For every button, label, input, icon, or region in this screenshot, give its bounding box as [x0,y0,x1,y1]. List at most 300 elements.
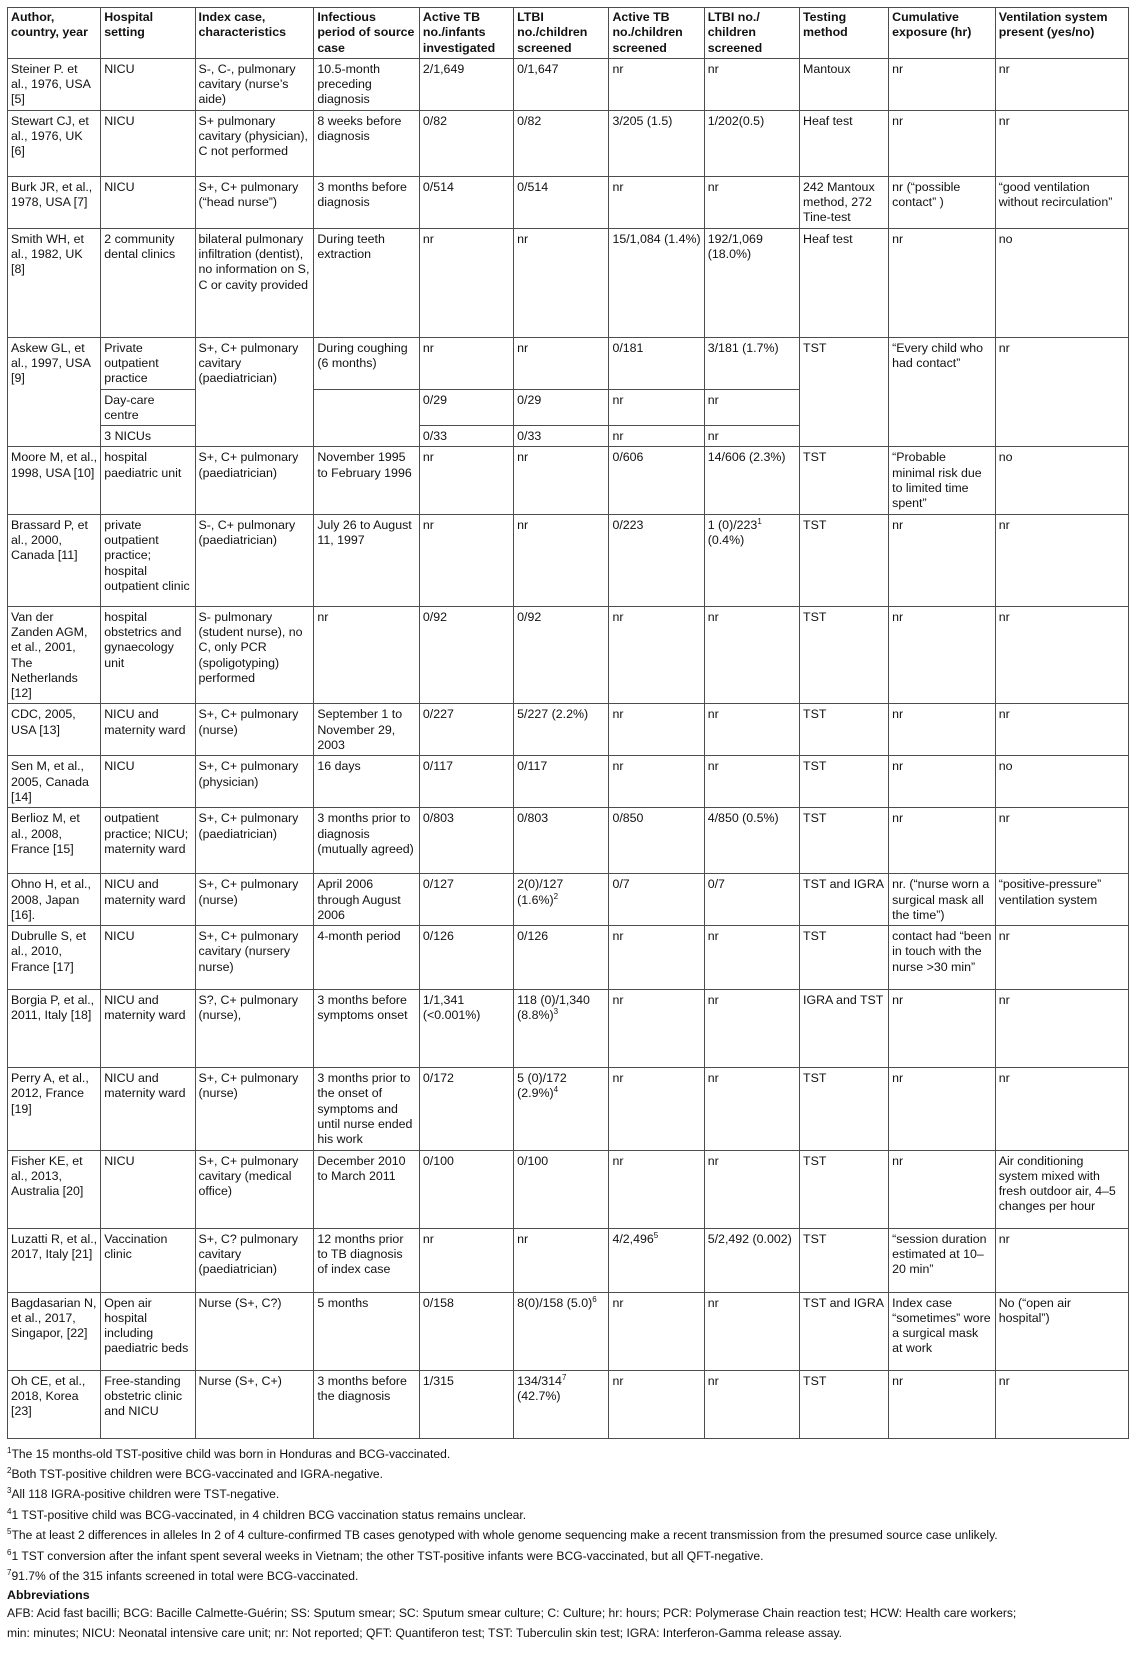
cell-period: 10.5-month preceding diagnosis [314,58,420,110]
cell-ltbi-1: 0/33 [514,426,609,447]
table-row [8,1228,1129,1292]
cell-ltbi-1-value: 5/227 (2.2%) [517,707,589,722]
cell-author [8,704,101,756]
cell-active-tb-children: nr [609,176,704,228]
cell-method [800,704,889,756]
cell-period [314,756,420,808]
cell-setting-value: NICU and maternity ward [104,993,186,1023]
cell-exposure [889,1292,996,1370]
cell-author-value: Bagdasarian N, et al., 2017, Singapor, [22] [11,1295,97,1341]
cell-exposure: “Probable minimal risk due to limited time spent” [889,447,996,514]
cell-author [8,926,101,990]
cell-exposure [889,1228,996,1292]
cell-period-value: September 1 to November 29, 2003 [317,707,403,753]
cell-ventilation-value: No (“open air hospital”) [998,1295,1072,1325]
cell-index: bilateral pulmonary infiltration (dentist), no information on S, C or cavity provided [195,228,314,337]
cell-period-value: 3 months before the diagnosis [317,1373,407,1403]
cell-ltbi-2-value: nr [707,1153,719,1168]
cell-period: 8 weeks before diagnosis [314,110,420,176]
cell-ltbi-1 [514,704,609,756]
cell-setting [101,926,195,990]
cell-setting-value: NICU and maternity ward [104,707,186,737]
cell-index-value: S+, C+ pulmonary (nurse) [198,1071,299,1101]
cell-exposure-value: nr. (“nurse worn a surgical mask all the time”) [892,877,990,922]
cell-author [8,990,101,1068]
cell-index: S+, C+ pulmonary cavitary (paediatrician) [195,337,314,447]
cell-exposure-value: nr [892,707,904,722]
cell-period-value: 3 months prior to diagnosis (mutually agreed) [317,811,414,856]
col-header-active-tb-children: Active TB no./children screened [609,8,704,59]
cell-exposure: nr [889,228,996,337]
col-header-index-case: Index case, characteristics [195,8,314,59]
cell-exposure [889,990,996,1068]
cell-setting: NICU [101,176,195,228]
cell-ventilation: “good ventilation without recirculation” [995,176,1128,228]
table-row [8,1292,1129,1370]
footnote-number: 1 [7,1445,12,1455]
cell-index: S+, C+ pulmonary (paediatrician) [195,447,314,514]
cell-period [314,926,420,990]
cell-method [800,990,889,1068]
cell-author [8,808,101,874]
cell-setting-value: Open air hospital including paediatric beds [104,1295,189,1356]
cell-exposure [889,1068,996,1150]
cell-author: Burk JR, et al., 1978, USA [7] [8,176,101,228]
table-row [8,228,1129,337]
cell-ltbi-1: nr [514,447,609,514]
cell-ltbi-2-value: nr [707,1071,719,1086]
cell-ltbi-2 [704,1228,799,1292]
cell-active-tb-infants: nr [419,514,513,606]
cell-method [800,1228,889,1292]
footnote [7,1525,1129,1545]
cell-index [195,1150,314,1228]
cell-ventilation-value: nr [998,609,1010,624]
cell-exposure-value: nr [892,609,904,624]
footnotes [7,1444,1129,1587]
cell-ltbi-2-value: nr [707,1373,719,1388]
cell-ltbi-1-value: 8(0)/158 (5.0) [517,1295,593,1310]
footnote-ref: 7 [561,1372,567,1382]
cell-ltbi-1 [514,874,609,926]
cell-active-tb-infants-value: 1/1,341 (<0.001%) [422,993,481,1023]
cell-method-value: TST [803,609,827,624]
cell-ventilation: nr [995,337,1128,447]
cell-setting: Private outpatient practice [101,337,195,389]
cell-setting: Day-care centre [101,389,195,426]
cell-author [8,1370,101,1438]
cell-active-tb-infants [419,990,513,1068]
cell-exposure-value: nr [892,1373,904,1388]
cell-index [195,606,314,704]
footnote-number: 7 [7,1567,12,1577]
cell-method: Heaf test [800,228,889,337]
footnote-ref: 1 [757,516,762,526]
cell-ltbi-1-pct: (42.7%) [517,1388,561,1403]
cell-ventilation-value: nr [998,1373,1010,1388]
cell-setting: hospital paediatric unit [101,447,195,514]
cell-active-tb-infants: 0/29 [419,389,513,426]
cell-author: Askew GL, et al., 1997, USA [9] [8,337,101,447]
col-header-setting: Hospital setting [101,8,195,59]
cell-index-value: S+, C+ pulmonary (paediatrician) [198,811,299,841]
footnote-text: All 118 IGRA-positive children were TST-negative. [11,1487,280,1502]
cell-active-tb-children [609,756,704,808]
cell-active-tb-children: nr [609,389,704,426]
cell-method-value: TST [803,1153,827,1168]
cell-ltbi-2-value: 0/7 [707,877,725,892]
table-row [8,606,1129,704]
cell-ltbi-1 [514,1370,609,1438]
cell-active-tb-children-value: nr [612,609,624,624]
cell-active-tb-infants-value: 0/92 [422,609,448,624]
table-row [8,1370,1129,1438]
cell-method [800,1150,889,1228]
cell-active-tb-infants: nr [419,447,513,514]
cell-index-value: S+, C+ pulmonary cavitary (medical office) [198,1153,299,1199]
cell-active-tb-children-value: nr [612,1153,624,1168]
col-header-ltbi-children-1: LTBI no./children screened [514,8,609,59]
cell-index-value: Nurse (S+, C+) [198,1373,282,1388]
table-row [8,1150,1129,1228]
cell-active-tb-children [609,874,704,926]
cell-ltbi-1-value: 2(0)/127 (1.6%) [517,877,564,907]
cell-ltbi-2-value: 5/2,492 (0.002) [707,1231,792,1246]
cell-active-tb-infants [419,1068,513,1150]
cell-ventilation-value: no [998,759,1013,774]
footnote-ref: 6 [592,1294,597,1304]
cell-setting [101,1228,195,1292]
cell-setting-value: NICU and maternity ward [104,1071,186,1101]
cell-method-value: TST [803,811,827,826]
cell-index-value: S+, C+ pulmonary (physician) [198,759,299,789]
cell-period-value: December 2010 to March 2011 [317,1153,406,1183]
cell-method: TST [800,447,889,514]
cell-setting: private outpatient practice; hospital outpatient clinic [101,514,195,606]
cell-setting: 2 community dental clinics [101,228,195,337]
cell-author-value: Oh CE, et al., 2018, Korea [23] [11,1373,86,1419]
cell-active-tb-infants [419,1228,513,1292]
footnote-number: 4 [7,1506,12,1516]
cell-ventilation [995,606,1128,704]
cell-method [800,874,889,926]
cell-ltbi-2 [704,1292,799,1370]
cell-method [800,606,889,704]
cell-method [800,1068,889,1150]
cell-active-tb-children [609,1228,704,1292]
cell-method [800,756,889,808]
cell-ltbi-2-value: 4/850 (0.5%) [707,811,779,826]
cell-author: Brassard P, et al., 2000, Canada [11] [8,514,101,606]
cell-period: November 1995 to February 1996 [314,447,420,514]
cell-ltbi-2-value: nr [707,759,719,774]
cell-ltbi-2: nr [704,389,799,426]
cell-index [195,1228,314,1292]
cell-index: S-, C-, pulmonary cavitary (nurse’s aide) [195,58,314,110]
cell-setting [101,1370,195,1438]
cell-index [195,756,314,808]
cell-method-value: TST [803,1071,827,1086]
cell-method-value: TST [803,1373,827,1388]
footnote [7,1444,1129,1464]
footnote [7,1546,1129,1566]
cell-active-tb-children-value: 0/850 [612,811,644,826]
cell-ventilation-value: nr [998,1231,1010,1246]
cell-author: Moore M, et al., 1998, USA [10] [8,447,101,514]
cell-ltbi-1: 0/29 [514,389,609,426]
cell-method [800,926,889,990]
col-header-infectious-period: Infectious period of source case [314,8,420,59]
footnote-ref: 3 [553,1007,559,1017]
footnote [7,1464,1129,1484]
cell-active-tb-children-value: nr [612,1295,624,1310]
cell-exposure-value: Index case “sometimes” wore a surgical mask at work [892,1295,991,1356]
cell-active-tb-children [609,1292,704,1370]
cell-active-tb-infants: 0/514 [419,176,513,228]
cell-setting-value: NICU [104,759,135,774]
cell-active-tb-children-value: nr [612,759,624,774]
cell-exposure-value: nr [892,1071,904,1086]
footnote-ref: 4 [553,1085,559,1095]
cell-active-tb-infants-value: 0/803 [422,811,454,826]
cell-ltbi-2: nr [704,176,799,228]
cell-ventilation-value: nr [998,707,1010,722]
cell-active-tb-infants-value: 0/127 [422,877,454,892]
cell-active-tb-infants [419,606,513,704]
footnote-number: 3 [7,1486,12,1496]
cell-period-value: nr [317,609,329,624]
cell-active-tb-infants-value: 0/172 [422,1071,454,1086]
cell-active-tb-children: 0/181 [609,337,704,389]
cell-ltbi-2 [704,808,799,874]
cell-exposure [889,756,996,808]
cell-ltbi-1 [514,606,609,704]
cell-active-tb-infants-value: 1/315 [422,1373,454,1388]
abbreviations-text [7,1604,1129,1643]
cell-setting [101,704,195,756]
cell-index [195,808,314,874]
cell-author-value: Berlioz M, et al., 2008, France [15] [11,811,80,856]
cell-ltbi-2 [704,1370,799,1438]
col-header-author: Author, country, year [8,8,101,59]
cell-active-tb-children [609,926,704,990]
cell-ltbi-1-value: 0/117 [517,759,548,774]
footnote [7,1566,1129,1586]
cell-active-tb-children-value: nr [612,993,624,1008]
cell-setting [101,874,195,926]
footnote [7,1505,1129,1525]
cell-index [195,704,314,756]
col-header-ventilation: Ventilation system present (yes/no) [995,8,1128,59]
footnote-number: 5 [7,1527,12,1537]
cell-method-value: TST [803,759,827,774]
cell-exposure [889,1370,996,1438]
cell-author-value: Sen M, et al., 2005, Canada [14] [11,759,89,804]
cell-ltbi-2: 3/181 (1.7%) [704,337,799,389]
cell-ltbi-1 [514,756,609,808]
cell-ltbi-1: 0/514 [514,176,609,228]
table-row [8,874,1129,926]
cell-ventilation-value: Air conditioning system mixed with fresh outdoor air, 4–5 changes per hour [998,1153,1116,1214]
cell-period-value: 12 months prior to TB diagnosis of index case [317,1231,404,1277]
cell-ventilation-value: nr [998,993,1010,1008]
cell-ltbi-1: nr [514,337,609,389]
cell-ltbi-1-value: 0/92 [517,609,542,624]
cell-author-value: Borgia P, et al., 2011, Italy [18] [11,993,95,1023]
tb-transmission-table [7,7,1129,1439]
cell-exposure-value: nr [892,811,904,826]
cell-active-tb-children [609,1068,704,1150]
cell-exposure-value: “session duration estimated at 10–20 min” [892,1231,987,1277]
cell-ventilation [995,1150,1128,1228]
cell-exposure [889,874,996,926]
cell-active-tb-infants: 0/82 [419,110,513,176]
cell-ltbi-1 [514,808,609,874]
cell-period [314,874,420,926]
footnote [7,1484,1129,1504]
cell-author [8,1228,101,1292]
cell-setting [101,606,195,704]
cell-index [195,990,314,1068]
cell-ventilation: no [995,447,1128,514]
cell-setting-value: NICU [104,929,135,944]
cell-active-tb-infants-value: 0/126 [422,929,454,944]
cell-ltbi-2-pct: (0.4%) [707,532,745,547]
table-row [8,176,1129,228]
cell-period [314,990,420,1068]
cell-exposure-value: nr [892,1153,904,1168]
cell-ltbi-1: nr [514,228,609,337]
cell-exposure-value: nr [892,993,904,1008]
cell-ltbi-1-value: 118 (0)/1,340 (8.8%) [517,993,590,1023]
footnote-number: 6 [7,1547,12,1557]
cell-index: S+ pulmonary cavitary (physician), C not performed [195,110,314,176]
cell-ltbi-1: 0/82 [514,110,609,176]
cell-exposure [889,606,996,704]
cell-author-value: CDC, 2005, USA [13] [11,707,76,737]
cell-setting-value: NICU [104,1153,135,1168]
cell-active-tb-infants [419,874,513,926]
cell-ventilation: nr [995,110,1128,176]
footnote-text: The at least 2 differences in alleles In 2 of 4 culture-confirmed TB cases genotyped with whole genome sequencing make a recent transmission from the presumed source case unlikely. [11,1528,998,1543]
table-row [8,337,1129,389]
cell-ltbi-2-value: nr [707,1295,719,1310]
cell-index [195,874,314,926]
footnote-text: Both TST-positive children were BCG-vaccinated and IGRA-negative. [11,1466,383,1481]
cell-ltbi-2 [704,704,799,756]
cell-index-value: S+, C? pulmonary cavitary (paediatrician) [198,1231,299,1277]
table-row [8,58,1129,110]
cell-ventilation [995,808,1128,874]
cell-ventilation-value: “positive-pressure” ventilation system [998,877,1102,907]
cell-ventilation: nr [995,514,1128,606]
cell-index [195,926,314,990]
cell-method: TST [800,337,889,447]
cell-period [314,1150,420,1228]
cell-ltbi-2 [704,874,799,926]
cell-author-value: Dubrulle S, et al., 2010, France [17] [11,929,87,974]
cell-period-empty [314,389,420,447]
cell-exposure: nr [889,514,996,606]
cell-method [800,1370,889,1438]
cell-ltbi-2: 1/202(0.5) [704,110,799,176]
cell-setting-value: hospital obstetrics and gynaecology unit [104,609,182,670]
cell-index [195,1068,314,1150]
cell-period: 3 months before diagnosis [314,176,420,228]
cell-author-value: Ohno H, et al., 2008, Japan [16]. [11,877,91,922]
cell-author [8,874,101,926]
cell-ltbi-1-value: 0/803 [517,811,549,826]
cell-ltbi-1 [514,1068,609,1150]
cell-author-value: Perry A, et al., 2012, France [19] [11,1071,89,1116]
cell-ventilation [995,874,1128,926]
cell-ltbi-1 [514,1292,609,1370]
cell-period [314,1068,420,1150]
cell-period [314,1370,420,1438]
cell-exposure: “Every child who had contact” [889,337,996,447]
cell-setting: 3 NICUs [101,426,195,447]
cell-index-value: S+, C+ pulmonary (nurse) [198,877,299,907]
cell-ventilation-value: nr [998,1071,1010,1086]
cell-ltbi-2-value: nr [707,609,719,624]
cell-ventilation-value: nr [998,929,1010,944]
cell-author [8,1068,101,1150]
cell-ventilation: nr [995,58,1128,110]
cell-ventilation [995,1292,1128,1370]
cell-period [314,1228,420,1292]
cell-index [195,1370,314,1438]
cell-index: S+, C+ pulmonary (“head nurse”) [195,176,314,228]
cell-method-value: TST and IGRA [803,877,885,892]
cell-period-value: April 2006 through August 2006 [317,877,401,922]
cell-active-tb-infants: 0/33 [419,426,513,447]
cell-author-value: Fisher KE, et al., 2013, Australia [20] [11,1153,84,1199]
table-row [8,110,1129,176]
cell-ltbi-2 [704,1068,799,1150]
cell-exposure: nr [889,110,996,176]
cell-active-tb-children-value: 4/2,496 [612,1231,654,1246]
table-row [8,447,1129,514]
table-row [8,990,1129,1068]
cell-active-tb-infants [419,808,513,874]
cell-ltbi-1 [514,926,609,990]
cell-setting-value: Vaccination clinic [104,1231,168,1261]
cell-method-value: TST [803,929,827,944]
cell-active-tb-infants [419,1150,513,1228]
cell-active-tb-infants: nr [419,228,513,337]
table-row [8,756,1129,808]
table-row [8,1068,1129,1150]
cell-ventilation-value: nr [998,811,1010,826]
cell-ltbi-2-value: 1 (0)/223 [707,517,758,532]
cell-method: TST [800,514,889,606]
cell-method: Heaf test [800,110,889,176]
cell-author [8,606,101,704]
cell-ventilation [995,704,1128,756]
cell-setting [101,990,195,1068]
cell-setting: NICU [101,58,195,110]
cell-ltbi-2 [704,990,799,1068]
cell-method-value: TST [803,1231,827,1246]
cell-ltbi-2 [704,514,799,606]
cell-index-value: S- pulmonary (student nurse), no C, only PCR (spoligotyping) performed [198,609,303,685]
cell-active-tb-children: 15/1,084 (1.4%) [609,228,704,337]
cell-setting [101,1292,195,1370]
cell-index-value: S+, C+ pulmonary (nurse) [198,707,299,737]
cell-exposure [889,808,996,874]
table-header-row [8,8,1129,59]
cell-active-tb-infants [419,1370,513,1438]
